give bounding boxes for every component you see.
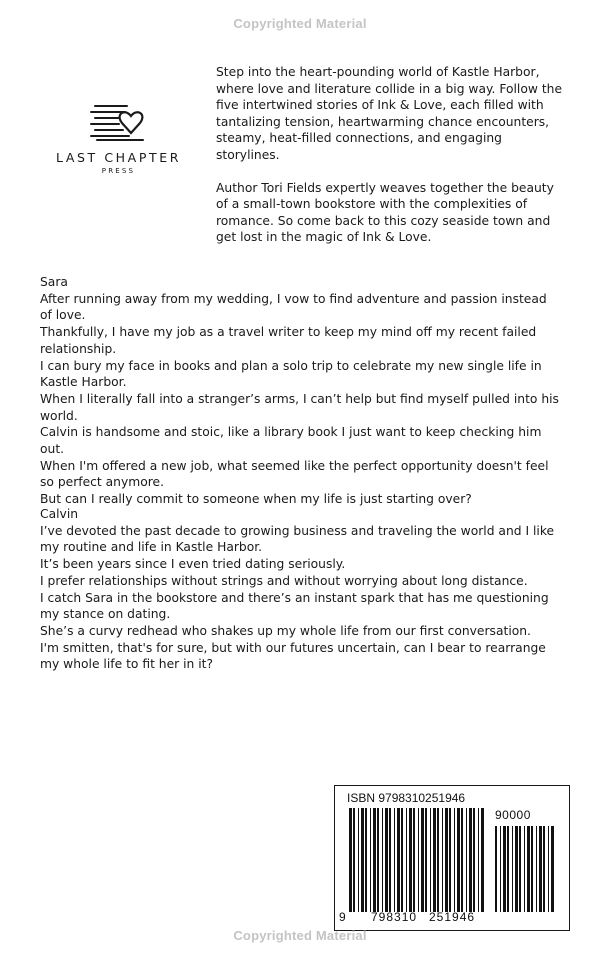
calvin-line: I prefer relationships without strings and without worrying about long distance. [40, 573, 528, 588]
books-heart-icon [87, 98, 151, 144]
publisher-name: LAST CHAPTER [56, 150, 181, 165]
barcode-bar [551, 826, 554, 912]
barcode-bar [466, 808, 467, 912]
barcode-bar [478, 808, 479, 912]
barcode-bar [543, 826, 545, 912]
barcode-bar [548, 826, 549, 912]
barcode-bar [445, 808, 448, 912]
sara-section [40, 274, 562, 508]
barcode-bar [421, 808, 424, 912]
barcode-bar [457, 808, 460, 912]
intro-blurb [216, 64, 566, 262]
barcode-bar [394, 808, 395, 912]
barcode-digit-lead: 9 [339, 910, 347, 924]
barcode-bar [361, 808, 364, 912]
sara-line: Thankfully, I have my job as a travel writer to keep my mind off my recent failed relationship. [40, 325, 537, 356]
publisher-logo [46, 98, 191, 175]
barcode-bar [524, 826, 525, 912]
barcode-bar [469, 808, 472, 912]
price-code: 90000 [495, 808, 531, 822]
barcode-digits-right: 251946 [429, 910, 476, 924]
barcode-bar [536, 826, 537, 912]
isbn-label: ISBN 9798310251946 [347, 791, 466, 805]
calvin-line: I’ve devoted the past decade to growing business and traveling the world and I like my routine and life in Kastle Harbor. [40, 523, 555, 555]
intro-paragraph-1: Step into the heart-pounding world of Kastle Harbor, where love and literature collide in a big way. Follow the five intertwined stories of Ink & Love, each filled with tantalizing tension, heartwarming chance encounters, steamy, heat-filled connections, and engaging storylines. [216, 65, 563, 162]
barcode-bar [401, 808, 403, 912]
barcode-bar [373, 808, 376, 912]
barcode-bar [442, 808, 443, 912]
barcode-bars [335, 786, 569, 930]
barcode-bar [433, 808, 436, 912]
barcode-bar [418, 808, 419, 912]
isbn-barcode [334, 785, 570, 931]
barcode-bar [430, 808, 431, 912]
barcode-bar [531, 826, 533, 912]
barcode-bar [500, 826, 501, 912]
calvin-section [40, 506, 562, 673]
sara-line: When I'm offered a new job, what seemed like the perfect opportunity doesn't feel so perfect anymore. [40, 458, 549, 490]
barcode-bar [539, 826, 542, 912]
calvin-line: She’s a curvy redhead who shakes up my whole life from our first conversation. [40, 623, 531, 638]
barcode-bar [409, 808, 412, 912]
barcode-bar [370, 808, 371, 912]
sara-line: I can bury my face in books and plan a solo trip to celebrate my new single life in Kastle Harbor. [40, 358, 542, 390]
barcode-bar [349, 808, 352, 912]
barcode-bar [449, 808, 451, 912]
barcode-bar [527, 826, 530, 912]
barcode-bar [382, 808, 383, 912]
barcode-bar [519, 826, 521, 912]
barcode-bar [425, 808, 427, 912]
barcode-bar [495, 826, 497, 912]
barcode-bar [377, 808, 379, 912]
barcode-bar [515, 826, 518, 912]
barcode-bar [512, 826, 513, 912]
barcode-bar [353, 808, 355, 912]
barcode-bar [454, 808, 455, 912]
barcode-bar [437, 808, 439, 912]
intro-paragraph-2: Author Tori Fields expertly weaves together the beauty of a small-town bookstore with the complexities of romance. So come back to this cozy seaside town and get lost in the magic of Ink & Love. [216, 180, 554, 245]
sara-line: When I literally fall into a stranger’s arms, I can’t help but find myself pulled into his world. [40, 391, 559, 423]
calvin-line: I catch Sara in the bookstore and there’s an instant spark that has me questioning my stance on dating. [40, 590, 549, 622]
barcode-bar [406, 808, 407, 912]
barcode-bar [365, 808, 367, 912]
sara-line: But can I really commit to someone when my life is just starting over? [40, 492, 472, 507]
barcode-bar [461, 808, 463, 912]
barcode-bar [413, 808, 415, 912]
publisher-subtitle: PRESS [101, 167, 136, 175]
calvin-line: It’s been years since I even tried dating seriously. [40, 557, 346, 572]
barcode-bar [481, 808, 484, 912]
barcode-bar [473, 808, 475, 912]
sara-line: After running away from my wedding, I vow to find adventure and passion instead of love. [40, 291, 547, 323]
barcode-bar [503, 826, 506, 912]
barcode-bar [358, 808, 359, 912]
copyright-watermark-top: Copyrighted Material [233, 16, 367, 31]
barcode-bar [389, 808, 391, 912]
calvin-heading: Calvin [40, 507, 79, 521]
copyright-watermark-bottom: Copyrighted Material [233, 928, 367, 943]
calvin-line: I'm smitten, that's for sure, but with our futures uncertain, can I bear to rearrange my whole life to fit her in it? [40, 640, 546, 672]
sara-line: Calvin is handsome and stoic, like a library book I just want to keep checking him out. [40, 425, 542, 457]
barcode-bar [385, 808, 388, 912]
sara-heading: Sara [40, 275, 68, 289]
barcode-bar [507, 826, 509, 912]
barcode-digits-left: 798310 [371, 910, 418, 924]
barcode-bar [397, 808, 400, 912]
